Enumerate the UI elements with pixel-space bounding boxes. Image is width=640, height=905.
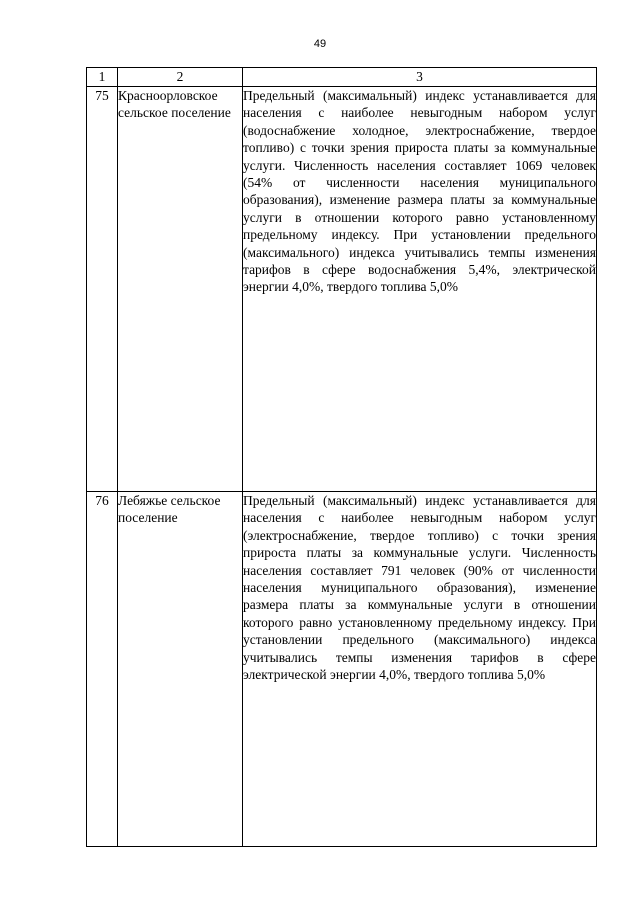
settlement-name: Красноорловское сельское поселение — [118, 87, 243, 492]
table-row — [87, 492, 597, 847]
index-description: Предельный (максимальный) индекс устанавливается для населения с наиболее невыгодным набором услуг (водоснабжение холодное, электроснабжение, твердое топливо) с точки зрения прироста платы за коммунальные услуги. Численность населения составляет 1069 человек (54% от численности населения муниципального образования), изменение размера платы за коммунальные услуги в отношении которого равно установленному предельному индексу. При установлении предельного (максимального) индекса учитывались темпы изменения тарифов в сфере водоснабжения 5,4%, электрической энергии 4,0%, твердого топлива 5,0% — [243, 87, 597, 492]
table-header-row — [87, 68, 597, 87]
row-number: 76 — [87, 492, 118, 847]
column-header-1: 1 — [87, 68, 118, 87]
row-number: 75 — [87, 87, 118, 492]
settlement-name: Лебяжье сельское поселение — [118, 492, 243, 847]
column-header-3: 3 — [243, 68, 597, 87]
column-header-2: 2 — [118, 68, 243, 87]
table-row — [87, 87, 597, 492]
index-description: Предельный (максимальный) индекс устанавливается для населения с наиболее невыгодным набором услуг (электроснабжение, твердое топливо) с точки зрения прироста платы за коммунальные услуги. Численность населения составляет 791 человек (90% от численности населения муниципального образования), изменение размера платы за коммунальные услуги в отношении которого равно установленному предельному индексу. При установлении предельного (максимального) индекса учитывались темпы изменения тарифов в сфере электрической энергии 4,0%, твердого топлива 5,0% — [243, 492, 597, 847]
data-table — [86, 67, 597, 847]
page-number: 49 — [313, 38, 327, 50]
